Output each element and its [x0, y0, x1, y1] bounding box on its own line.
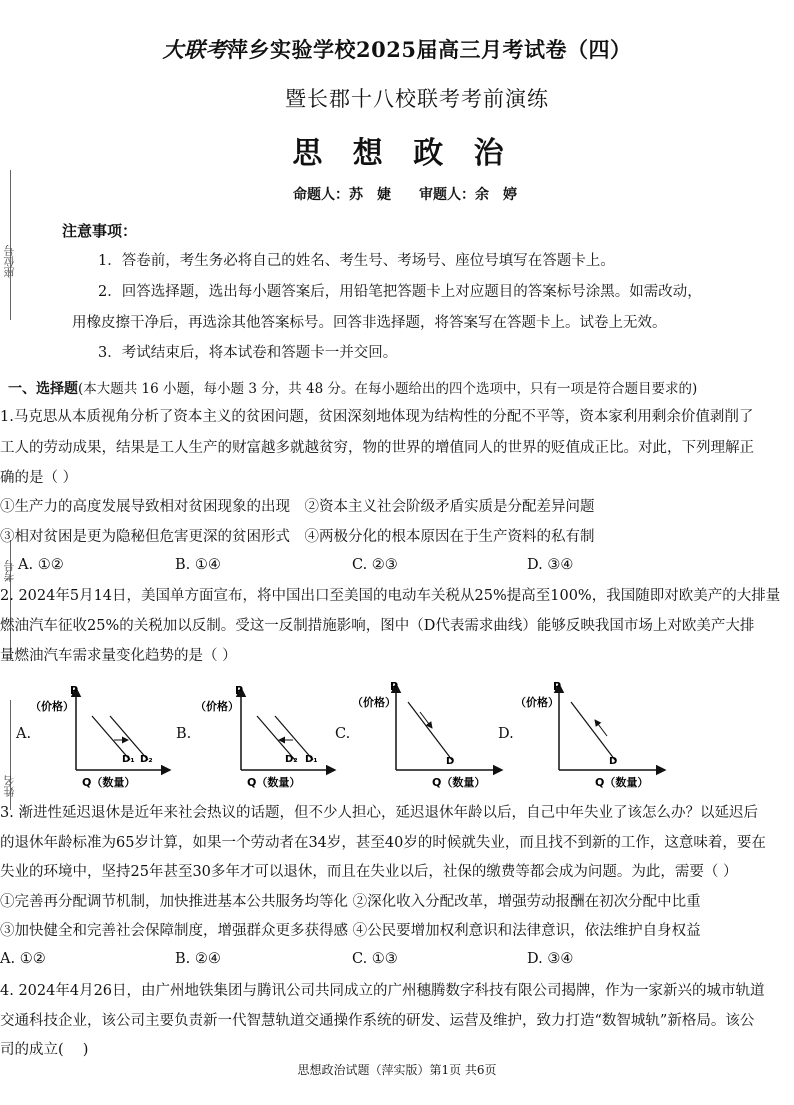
notice-line: 1．答卷前，考生务必将自己的姓名、考生号、考场号、座位号填写在答题卡上。	[98, 253, 615, 269]
demand-curve-d	[571, 702, 615, 760]
exam-title	[0, 34, 794, 64]
question-1-option-b[interactable]: B. ①④	[175, 557, 221, 573]
question-1-statement: ③相对贫困是更为隐秘但危害更深的贫困形式 ④两极分化的根本原因在于生产资料的私有制	[0, 529, 595, 545]
question-4-text: 4. 2024年4月26日，由广州地铁集团与腾讯公司共同成立的广州穗腾数字科技有限公司揭牌，作为一家新兴的城市轨道	[0, 983, 765, 999]
exam-subtitle: 暨长郡十八校联考考前演练	[285, 87, 549, 111]
curve-label-d: D	[609, 756, 618, 767]
question-1-option-a[interactable]: A. ①②	[18, 557, 64, 573]
question-4-text: 司的成立( )	[0, 1042, 89, 1058]
seat-number-label: 座位号	[3, 245, 16, 278]
section-label: 一、选择题	[8, 381, 78, 397]
graph-c	[352, 676, 512, 790]
exam-title-text: 萍乡实验学校2025届高三月考试卷（四）	[227, 37, 632, 62]
axis-quantity-label: Q（数量）	[595, 776, 649, 789]
notice-title: 注意事项：	[62, 222, 138, 240]
notice-line: 用橡皮擦干净后，再选涂其他答案标号。回答非选择题，将答案写在答题卡上。试卷上无效。	[72, 315, 667, 331]
axis-p-label: P	[553, 680, 562, 693]
axis-price-label: （价格）	[195, 700, 239, 713]
question-3-option-c[interactable]: C. ①③	[352, 951, 398, 967]
page-footer: 思想政治试题（萍实版）第1页 共6页	[297, 1063, 497, 1077]
authors-line: 命题人：苏 婕 审题人：余 婷	[293, 187, 517, 203]
question-3-option-a[interactable]: A. ①②	[0, 951, 46, 967]
question-3-option-b[interactable]: B. ②④	[175, 951, 221, 967]
question-1-text: 工人的劳动成果，结果是工人生产的财富越多就越贫穷，物的世界的增值同人的世界的贬值成正比。对此，下列理解正	[0, 440, 754, 456]
question-3-statement: ①完善再分配调节机制，加快推进基本公共服务均等化 ②深化收入分配改革，增强劳动报酬在初次分配中比重	[0, 894, 701, 910]
axis-price-label: （价格）	[30, 700, 74, 713]
notice-line: 2．回答选择题，选出每小题答案后，用铅笔把答题卡上对应题目的答案标号涂黑。如需改动，	[98, 284, 702, 300]
axis-price-label: （价格）	[352, 696, 396, 709]
question-1-option-d[interactable]: D. ③④	[527, 557, 574, 573]
demand-curve-d	[408, 702, 452, 760]
question-3-text: 失业的环境中，坚持25年甚至30多年才可以退休，而且在失业以后，社保的缴费等都会成为问题。为此，需要（ ）	[0, 864, 738, 880]
name-label: 姓名	[3, 775, 16, 797]
axis-p-label: P	[235, 684, 244, 697]
brand-name: 大联考	[162, 37, 228, 62]
exam-number-label: 考号	[3, 560, 16, 582]
section-heading	[8, 377, 697, 398]
question-3-text: 的退休年龄标准为65岁计算，如果一个劳动者在34岁，甚至40岁的时候就失业，而且找不到新的工作，这意味着，要在	[0, 835, 766, 851]
curve-label-d1: D₁	[122, 754, 135, 765]
question-3-statement: ③加快健全和完善社会保障制度，增强群众更多获得感 ④公民要增加权利意识和法律意识，依法维护自身权益	[0, 923, 701, 939]
question-3-option-d[interactable]: D. ③④	[527, 951, 574, 967]
question-4-text: 交通科技企业，该公司主要负责新一代智慧轨道交通操作系统的研发、运营及维护，致力打造“数智城轨”新格局。该公	[0, 1013, 755, 1029]
question-1-text: 1.马克思从本质视角分析了资本主义的贫困问题，贫困深刻地体现为结构性的分配不平等，资本家利用剩余价值剥削了	[0, 409, 754, 425]
question-2-text: 量燃油汽车需求量变化趋势的是（ ）	[0, 648, 237, 664]
question-1-statement: ①生产力的高度发展导致相对贫困现象的出现 ②资本主义社会阶级矛盾实质是分配差异问题	[0, 499, 595, 515]
graph-d	[515, 676, 675, 790]
curve-label-d2: D₂	[140, 754, 153, 765]
axis-quantity-label: Q（数量）	[82, 776, 136, 789]
axis-quantity-label: Q（数量）	[247, 776, 301, 789]
curve-label-d2: D₂	[285, 754, 298, 765]
axis-p-label: P	[390, 680, 399, 693]
graph-b	[195, 680, 345, 790]
axis-p-label: P	[70, 684, 79, 697]
graph-a	[30, 680, 180, 790]
question-2-option-b[interactable]: B.	[176, 726, 192, 742]
question-2-option-a[interactable]: A.	[16, 726, 32, 742]
question-2-option-c[interactable]: C.	[335, 726, 351, 742]
curve-label-d: D	[446, 756, 455, 767]
question-1-option-c[interactable]: C. ②③	[352, 557, 398, 573]
notice-line: 3．考试结束后，将本试卷和答题卡一并交回。	[98, 345, 398, 361]
subject-title: 思 想 政 治	[292, 136, 514, 171]
question-2-text: 2. 2024年5月14日，美国单方面宣布，将中国出口至美国的电动车关税从25%提高至100%，我国随即对欧美产的大排量	[0, 588, 781, 604]
axis-quantity-label: Q（数量）	[432, 776, 486, 789]
curve-label-d1: D₁	[305, 754, 318, 765]
question-2-text: 燃油汽车征收25%的关税加以反制。受这一反制措施影响，图中（D代表需求曲线）能够反映我国市场上对欧美产大排	[0, 618, 755, 634]
axis-price-label: （价格）	[515, 696, 559, 709]
question-2-option-d[interactable]: D.	[498, 726, 514, 742]
question-1-text: 确的是（ ）	[0, 470, 78, 486]
section-description: (本大题共 16 小题，每小题 3 分，共 48 分。在每小题给出的四个选项中，只有一项是符合题目要求的)	[78, 381, 698, 397]
movement-arrow	[595, 720, 607, 736]
question-3-text: 3. 渐进性延迟退休是近年来社会热议的话题，但不少人担心，延迟退休年龄以后，自己中年失业了该怎么办？以延迟后	[0, 805, 758, 821]
